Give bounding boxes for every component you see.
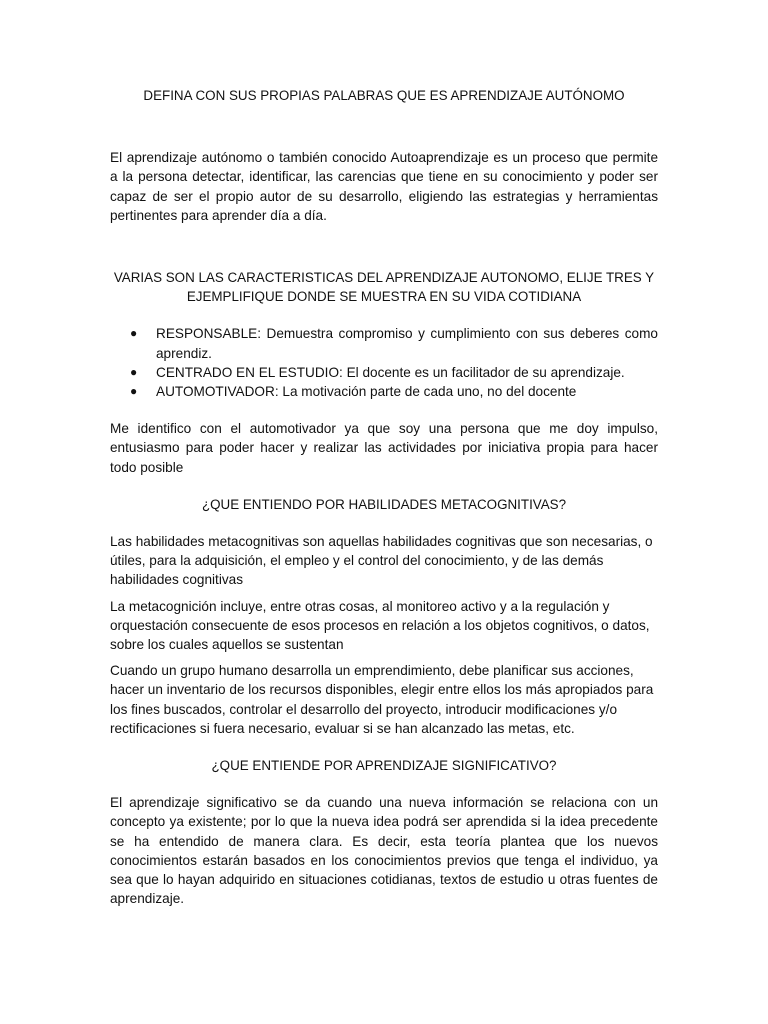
heading-aprendizaje-autonomo: DEFINA CON SUS PROPIAS PALABRAS QUE ES APRENDIZAJE AUTÓNOMO bbox=[143, 88, 625, 103]
list-item-text: CENTRADO EN EL ESTUDIO: El docente es un facilitador de su aprendizaje. bbox=[156, 364, 625, 380]
list-item-text: RESPONSABLE: Demuestra compromiso y cumplimiento con sus deberes como aprendiz. bbox=[156, 326, 658, 361]
list-item bbox=[110, 382, 658, 401]
list-item-text: AUTOMOTIVADOR: La motivación parte de cada uno, no del docente bbox=[156, 384, 577, 400]
paragraph-definicion: El aprendizaje autónomo o también conocido Autoaprendizaje es un proceso que permite a la persona detectar, identificar, las carencias que tiene en su conocimiento y poder ser capaz de ser el propio autor de su desarrollo, eligiendo las estrategias y herramientas pertinentes para aprender día a día. bbox=[110, 150, 658, 223]
paragraph-emprendimiento: Cuando un grupo humano desarrolla un emprendimiento, debe planificar sus acciones, hacer un inventario de los recursos disponibles, elegir entre ellos los más apropiados para los fines buscados, controlar el desarrollo del proyecto, introducir modificaciones y/o rectificaciones si fuera necesario, evaluar si se han alcanzado las metas, etc. bbox=[110, 663, 654, 736]
bullet-icon: ● bbox=[130, 384, 138, 399]
heading-caracteristicas: VARIAS SON LAS CARACTERISTICAS DEL APRENDIZAJE AUTONOMO, ELIJE TRES Y EJEMPLIFIQUE DONDE SE MUESTRA EN SU VIDA COTIDIANA bbox=[113, 270, 655, 305]
paragraph-habilidades: Las habilidades metacognitivas son aquellas habilidades cognitivas que son necesarias, o útiles, para la adquisición, el empleo y el control del conocimiento, y de las demás habilidades cognitivas bbox=[110, 534, 653, 588]
heading-aprendizaje-significativo: ¿QUE ENTIENDE POR APRENDIZAJE SIGNIFICATIVO? bbox=[211, 758, 557, 774]
bullet-icon: ● bbox=[130, 326, 138, 341]
characteristics-list bbox=[110, 324, 658, 401]
heading-habilidades-metacognitivas: ¿QUE ENTIENDO POR HABILIDADES METACOGNITIVAS? bbox=[201, 496, 567, 512]
list-item bbox=[110, 363, 658, 382]
list-item bbox=[110, 324, 658, 362]
paragraph-metacognicion: La metacognición incluye, entre otras cosas, al monitoreo activo y a la regulación y orquestación consecuente de esos procesos en relación a los objetos cognitivos, o datos, sobre los cuales aquellos se sustentan bbox=[110, 598, 650, 653]
document-content bbox=[110, 86, 658, 909]
paragraph-automotivador: Me identifico con el automotivador ya que soy una persona que me doy impulso, entusiasmo para poder hacer y realizar las actividades por iniciativa propia para hacer todo posible bbox=[110, 421, 658, 475]
bullet-icon: ● bbox=[130, 364, 138, 379]
paragraph-significativo: El aprendizaje significativo se da cuando una nueva información se relaciona con un concepto ya existente; por lo que la nueva idea podrá ser aprendida si la idea precedente se ha entendido de manera clara. Es decir, esta teoría plantea que los nuevos conocimientos estarán basados en los conocimientos previos que tenga el individuo, ya sea que lo hayan adquirido en situaciones cotidianas, textos de estudio u otras fuentes de aprendizaje. bbox=[110, 795, 658, 907]
